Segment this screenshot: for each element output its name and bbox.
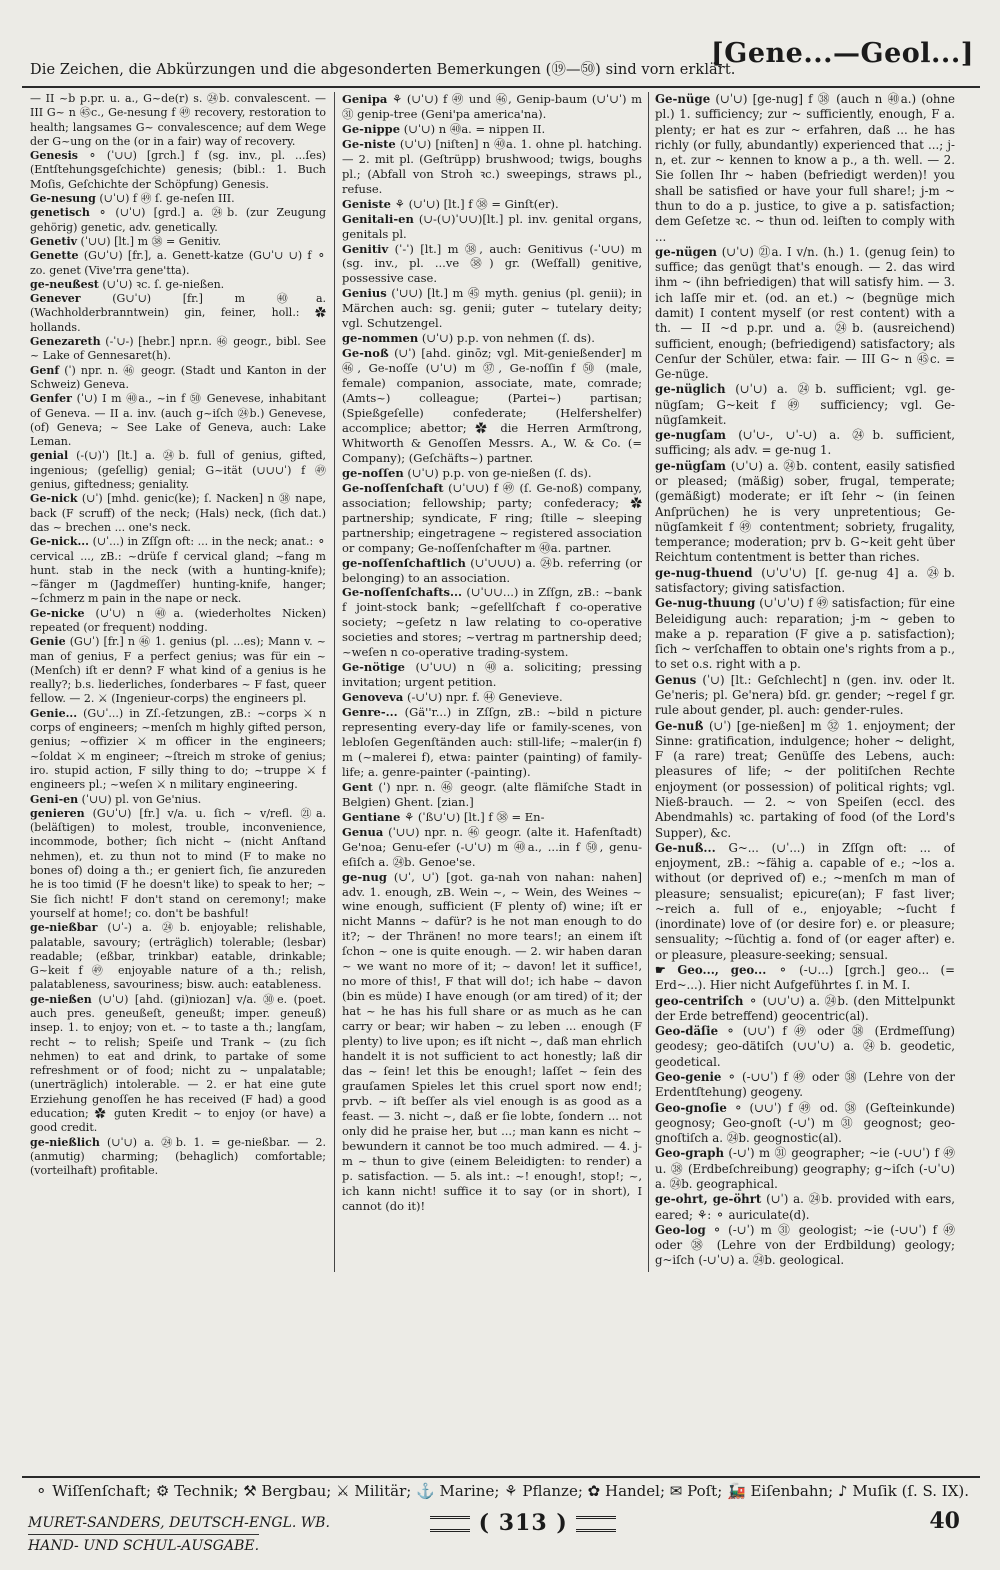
entry-headword: geo-centriſch: [655, 993, 744, 1008]
entry-definition: (ˈ∪∪) [lt.] m ㊳ = Genitiv.: [77, 234, 221, 248]
entry-definition: (G∪ˈ) [fr.] n ㊻ 1. genius (pl. ...es); Mann v. ~ man of genius, F a perfect genius; was für ein ~ (Menſch) iſt er denn? F what kind of a genius is he really?; b.s. liederliches, ſonderbares ~ F fast, queer fellow. — 2. ⚔ (Ingenieur-corps) the engineers pl.: [30, 635, 326, 706]
entry-headword: Genf: [30, 363, 60, 377]
entry-headword: Genoveva: [342, 690, 404, 705]
entry-headword: Genius: [342, 286, 387, 301]
dictionary-entry: [30, 392, 326, 449]
entry-headword: genetisch: [30, 206, 90, 220]
entry-headword: ☛ Geo..., geo...: [655, 963, 767, 978]
entry-headword: ge-nüglich: [655, 382, 726, 397]
entry-definition: ⚬ (∪∪ˈ∪) a. ㉔b. (den Mittelpunkt der Erde betreffend) geocentric(al).: [655, 993, 955, 1023]
symbol-legend: ⚬ Wiſſenſchaft; ⚙ Technik; ⚒ Bergbau; ⚔ Militär; ⚓ Marine; ⚘ Pflanze; ✿ Handel; ✉ Poſt; 🚂 Eiſenbahn; ♪ Muſik (ſ. S. IX).: [34, 1482, 970, 1500]
entry-headword: Geni-en: [30, 792, 79, 806]
entry-definition: (∪ˈ) a. ㉔b. provided with ears, eared; ⚘: ⚬ auriculate(d).: [655, 1192, 955, 1222]
entry-definition: — II ~b p.pr. u. a., G~de(r) s. ㉔b. convalescent. — III G~ n ㊺c., Ge-nesung f ㊾ recovery, restoration to health; langsames G~ convalescence; auf dem Wege der G~ung on the (or in a fair) way of recovery.: [30, 92, 326, 148]
dictionary-entry: [655, 566, 955, 597]
dictionary-entry: [342, 331, 642, 346]
entry-definition: ⚬ (-∪ˈ) m ㉛ geologist; ~ie (-∪∪ˈ) f ㊾ oder ㊳ (Lehre von der Erdbildung) geology; g~iſch (-∪ˈ∪) a. ㉔b. geological.: [655, 1222, 955, 1268]
entry-headword: ge-nug-thuend: [655, 565, 753, 580]
entry-definition: (∪ˈ) [mhd. genic(ke); ſ. Nacken] n ㊳ nape, back (F scruff) of the neck; (Hals) neck, (ſich dat.) das ~ brechen ... one's neck.: [30, 492, 326, 534]
dictionary-entry: [30, 1136, 326, 1179]
entry-headword: ge-nießbar: [30, 921, 98, 935]
dictionary-entry: [30, 235, 326, 249]
entry-definition: (G∪ˈ∪) [fr.], a. Genett-katze (G∪ˈ∪ ∪) f ⚬ zo. genet (Vive'rra gene'tta).: [30, 249, 326, 277]
column-divider: [334, 92, 335, 1272]
page-number-block: [430, 1510, 616, 1536]
entry-headword: Genipa: [342, 92, 388, 106]
dictionary-entry: [342, 585, 642, 660]
entry-definition: (∪ˈ∪) p.p. von nehmen (ſ. ds).: [418, 331, 595, 346]
entry-definition: (ˈ∪∪) [lt.] m ㊺ myth. genius (pl. genii); in Märchen auch: sg. genii; guter ~ tutelary deity; vgl. Schutzengel.: [342, 286, 642, 331]
dictionary-entry: [30, 364, 326, 393]
entry-definition: (-(∪)ˈ) [lt.] a. ㉔b. full of genius, gifted, ingenious; (geſellig) genial; G~ität (∪∪∪ˈ) f ㊾ genius, giftedness; geniality.: [30, 449, 326, 492]
entry-definition: (∪ˈ∪ˈ∪) f ㊾ satisfaction; für eine Beleidigung auch: reparation; j-m ~ geben to make a p. reparation (F give a p. satisfaction); ſich ~ verſchaffen to obtain one's rights from a p., to set o.s. right with a p.: [655, 596, 955, 672]
entry-headword: ge-nugſam: [655, 428, 726, 443]
entry-definition: (∪ˈ∪) ㉑a. I v/n. (h.) 1. (genug ſein) to suffice; das genügt that's enough. — 2. das wird ihm ~ (ihn befriedigen) that will satisfy him. — 3. ich laſſe mir et. (od. an et.) ~ (begnüge mich damit) I content myself (or rest content) with a th. — II ~d p.pr. und a. ㉔b. (ausreichend) sufficient, enough; (befriedigend) satisfactory; als Cenſur der Schüler, etwa: fair. — III G~ n ㊺c. = Ge-nüge.: [655, 244, 955, 382]
entry-headword: Ge-nötige: [342, 660, 405, 675]
entry-headword: Ge-niste: [342, 136, 396, 151]
entry-headword: genieren: [30, 806, 85, 820]
dictionary-entry: [342, 825, 642, 870]
dictionary-entry: [30, 92, 326, 149]
dictionary-entry: [342, 242, 642, 287]
dictionary-entry: [30, 607, 326, 636]
entry-headword: Genetiv: [30, 234, 78, 248]
column-divider: [648, 92, 649, 1272]
entry-headword: Genus: [655, 672, 697, 687]
entry-definition: (ˈ-ˈ) [lt.] m ㊳, auch: Genitivus (-ˈ∪∪) m (sg. inv., pl. ...ve ㊳) gr. (Weſfall) genitive, possessive case.: [342, 241, 642, 286]
entry-definition: (-∪ˈ) m ㉛ geographer; ~ie (-∪∪ˈ) f ㊾ u. ㊳ (Erdbeſchreibung) geography; g~iſch (-∪ˈ∪) a. ㉔b. geographical.: [655, 1146, 955, 1191]
dictionary-entry: [30, 793, 326, 807]
entry-headword: Genezareth: [30, 335, 101, 349]
entry-definition: (∪ˈ∪∪) n ㊵a. soliciting; pressing invitation; urgent petition.: [342, 660, 642, 690]
entry-definition: (∪ˈ∪ˈ∪) [ſ. ge-nug 4] a. ㉔b. satisfactory; giving satisfaction.: [655, 565, 955, 595]
entry-definition: (-ˈ∪-) [hebr.] npr.n. ㊻ geogr., bibl. See ~ Lake of Gennesaret(h).: [30, 335, 326, 363]
entry-definition: (∪ˈ∪) [ahd. (gi)niozan] v/a. ㉚e. (poet. auch pres. geneußeſt, geneußt; imper. geneuß) insep. 1. to enjoy; von et. ~ to taste a th.; langſam, recht ~ to relish; Speiſe und Trank ~ (zu ſich nehmen) to eat and drink, to partake of some refreshment or of food; nicht zu ~ unpalatable; (unerträglich) intolerable. — 2. er hat eine gute Erziehung genoſſen he has received (F had) a good education; ✿ guten Kredit ~ to enjoy (or have) a good credit.: [30, 992, 326, 1135]
page-header: [22, 30, 980, 88]
entry-definition: ⚬ (-∪∪ˈ) f ㊾ oder ㊳ (Lehre von der Erdentſtehung) geogeny.: [655, 1070, 955, 1100]
dictionary-entry: [342, 810, 642, 825]
dictionary-entry: [655, 719, 955, 841]
sheet-number: 40: [929, 1508, 960, 1534]
dictionary-entry: [655, 1146, 955, 1192]
guide-words: [Gene...—Geol...]: [711, 38, 974, 69]
dictionary-entry: [30, 278, 326, 292]
dictionary-entry: [342, 346, 642, 466]
entry-headword: Genie: [30, 635, 66, 649]
dictionary-entry: [342, 481, 642, 556]
imprint-title: MURET-SANDERS, DEUTSCH-ENGL. WB.: [28, 1515, 330, 1531]
dictionary-entry: [655, 963, 955, 994]
entry-headword: Geo-däſie: [655, 1024, 719, 1039]
entry-definition: ⚬ (ˈ∪∪) [grch.] f (sg. inv., pl. ...ſes) (Entſtehungsgeſchichte) genesis; (bibl.: 1. Buch Moſis, Geſchichte der Schöpfung) Genesis.: [30, 149, 326, 191]
dictionary-entry: [655, 92, 955, 245]
entry-headword: ge-nügſam: [655, 458, 726, 473]
column-3: [655, 92, 955, 1274]
dictionary-entry: [342, 705, 642, 780]
entry-headword: Ge-noſſenſchafts...: [342, 585, 463, 600]
column-2: [342, 92, 642, 1274]
entry-headword: Ge-noſſenſchaft: [342, 480, 444, 495]
dictionary-entry: [655, 459, 955, 566]
entry-headword: Genesis: [30, 149, 78, 163]
dictionary-entry: [655, 382, 955, 428]
dictionary-entry: [655, 994, 955, 1025]
entry-definition: (∪ˈ, ∪ˈ) [got. ga-nah von nahan: nahen] adv. 1. enough, zB. Wein ~, ~ Wein, des Weines ~ wine enough, sufficient (F plenty of) wine; iſt er nicht Manns ~ dafür? is he not man enough to do it?; ~ der Thränen! no more tears!; an einem iſt ſchon ~ one is quite enough. — 2. wir haben daran ~ we want no more of it; ~ davon! let it suffice!, no more of this!, F that will do!; ich habe ~ davon (bin es müde) I have enough (or am tired) of it; der hat ~ he has his full share or as much as he can carry or bear; wir haben ~ zu leben ... enough (F plenty) to live upon; es iſt nicht ~, daß man ehrlich handelt it is not sufficient to act honestly; laß dir das ~ ſein! let this be enough!; laſſet ~ ſein des grauſamen Spieles let this cruel sport now end!; prvb. ~ iſt beſſer als viel enough is as good as a feast. — 3. nicht ~, daß er ſie lobte, ſondern ... not only did he praise her, but ...; man kann es nicht ~ bewundern it cannot be too much admired. — 4. j-m ~ thun to give (einem Beleidigten: to render) a p. satisfaction. — 5. als int.: ~! enough!, stop!; ~, ich kann nicht! suffice it to say (or in short), I cannot (do it)!: [342, 869, 642, 1213]
entry-definition: ⚬ (∪∪ˈ) f ㊾ od. ㊳ (Geſteinkunde) geognosy; Geo-gnoſt (-∪ˈ) m ㉛ geognost; geo-gnoſtiſch a. ㉔b. geognostic(al).: [655, 1100, 955, 1146]
entry-definition: (Gä''r...) in Zſſgn, zB.: ~bild n picture representing every-day life or family-scenes, von lebloſen Gegenſtänden auch: still-life; ~maler(in f) m (~malerei f), etwa: painter (painting) of family-life; a. genre-painter (-painting).: [342, 705, 642, 779]
entry-headword: Ge-nuß...: [655, 840, 716, 855]
entry-definition: (ˈ∪∪) pl. von Ge'nius.: [78, 792, 202, 806]
entry-headword: Genre-...: [342, 705, 398, 720]
entry-definition: (∪ˈ∪) a. ㉔b. sufficient; vgl. ge-nügſam; G~keit f ㊾ sufficiency; vgl. Ge-nügſamkeit.: [655, 382, 955, 427]
entry-headword: Ge-nick: [30, 492, 78, 506]
dictionary-entry: [655, 1024, 955, 1070]
entry-headword: Genitiv: [342, 241, 389, 256]
entry-definition: ⚘ (ˈß∪ˈ∪) [lt.] f ㊳ = En-: [400, 809, 545, 824]
entry-definition: (∪ˈ∪) f ㊾ ſ. ge-neſen III.: [95, 192, 235, 206]
entry-definition: (∪ˈ∪) [ge-nug] f ㊳ (auch n ㊵a.) (ohne pl.) 1. sufficiency; zur ~ sufficiently, enough, F a. plenty; er hat es zur ~ erfahren, daß ... he has richly (or fully, abundantly) experienced that ...; j-n, et. zur ~ kennen to know a p., a th. well. — 2. Sie ſollen Ihr ~ haben (befriedigt werden)! you shall be satisfied or have your full share!; j-m ~ thun to do a p. justice, to give a p. satisfaction; dem Geſetze ꝛc. ~ thun od. leiſten to comply with ...: [655, 92, 955, 244]
dictionary-entry: [30, 635, 326, 706]
entry-headword: Geo-graph: [655, 1146, 725, 1161]
entry-headword: ge-ohrt, ge-öhrt: [655, 1192, 762, 1207]
imprint: [28, 1512, 330, 1557]
entry-definition: (∪ˈ∪-, ∪ˈ-∪) a. ㉔b. sufficient, sufficing; als adv. = ge-nug 1.: [655, 428, 955, 458]
entry-definition: (ˈ∪∪) npr. n. ㊻ geogr. (alte it. Hafenſtadt) Ge'noa; Genu-eſer (-∪ˈ∪) m ㊵a., ...in f ㊿, genu-eſiſch a. ㉔b. Genoe'se.: [342, 824, 642, 869]
entry-definition: ⚘ (∪ˈ∪) [lt.] f ㊳ = Ginſt(er).: [390, 196, 559, 211]
dictionary-entry: [655, 1223, 955, 1269]
dictionary-entry: [30, 335, 326, 364]
entry-definition: (∪ˈ-) a. ㉔b. enjoyable; relishable, palatable, savoury; (erträglich) tolerable; (lesbar) readable; (eßbar, trinkbar) eatable, drinkable; G~keit f ㊾ enjoyable nature of a th.; relish, palatableness, savouriness; bisw. auch: eatableness.: [30, 921, 326, 992]
entry-headword: genial: [30, 449, 69, 463]
dictionary-entry: [655, 1192, 955, 1223]
entry-headword: ge-noſſenſchaftlich: [342, 555, 466, 570]
column-1: [30, 92, 326, 1274]
entry-definition: ⚬ (-∪...) [grch.] geo... (= Erd~...). Hier nicht Aufgeführtes ſ. in M. I.: [655, 963, 955, 993]
entry-definition: (G∪ˈ∪) [fr.] m ㊵a. (Wachholderbranntwein) gin, feiner, holl.: ✿ hollands.: [30, 292, 326, 334]
entry-headword: ge-nießen: [30, 992, 92, 1006]
dictionary-entry: [655, 673, 955, 719]
entry-definition: ⚘ (∪ˈ∪) f ㊾ und ㊻, Genip-baum (∪ˈ∪ˈ) m ㉛ genip-tree (Geni'pa america'na).: [342, 92, 642, 121]
entry-headword: Ge-nuß: [655, 718, 704, 733]
entry-headword: Genette: [30, 249, 79, 263]
dictionary-entry: [342, 197, 642, 212]
entry-definition: ⚬ (∪∪ˈ) f ㊾ oder ㊳ (Erdmeſſung) geodesy; geo-dätiſch (∪∪ˈ∪) a. ㉔b. geodetic, geodetical.: [655, 1024, 955, 1069]
entry-definition: (ˈ∪) I m ㊵a., ~in f ㊿ Genevese, inhabitant of Geneva. — II a. inv. (auch g~iſch ㉔b.) Genevese, (of) Geneva; ~ See Lake of Geneva, auch: Lake Leman.: [30, 392, 326, 449]
entry-headword: Genitali-en: [342, 211, 414, 226]
entry-definition: (ˈ) npr. n. ㊻ geogr. (Stadt und Kanton in der Schweiz) Geneva.: [30, 363, 326, 391]
entry-definition: (∪ˈ∪) n ㊵a. (wiederholtes Nicken) repeated (or frequent) nodding.: [30, 606, 326, 634]
dictionary-entry: [342, 92, 642, 122]
dictionary-entry: [655, 1101, 955, 1147]
dictionary-entry: [342, 137, 642, 197]
entry-definition: (∪ˈ∪∪∪) a. ㉔b. referring (or belonging) to an association.: [342, 555, 642, 585]
entry-headword: Geo-genie: [655, 1070, 722, 1084]
dictionary-entry: [342, 690, 642, 705]
abbreviation-note: Die Zeichen, die Abkürzungen und die abgesonderten Bemerkungen (⑲—㊿) sind vorn erklärt.: [30, 62, 736, 78]
entry-definition: (∪ˈ...) in Zſſgn oft: ... in the neck; anat.: ⚬ cervical ..., zB.: ~drüſe f cervical gland; ~fang m hunt. stab in the neck (with a hunting-knife); ~fänger m (Jagdmeſſer) hunting-knife, hanger; ~ſchmerz m pain in the nape or neck.: [30, 535, 326, 606]
entry-headword: Genua: [342, 824, 384, 839]
dictionary-entry: [342, 122, 642, 137]
dictionary-entry: [655, 245, 955, 383]
entry-headword: Genfer: [30, 392, 72, 406]
dictionary-entry: [655, 596, 955, 672]
dictionary-entry: [342, 780, 642, 810]
dictionary-entry: [342, 212, 642, 242]
entry-definition: (∪ˈ∪∪) f ㊾ (ſ. Ge-noß) company, association; fellowship; party; confederacy; ✿ partnership; syndicate, F ring; ſtille ~ sleeping partnership; eingetragene ~ registered association or company; Ge-noſſenſchafter m ㊵a. partner.: [342, 480, 642, 555]
dictionary-entry: [342, 660, 642, 690]
entry-headword: Genie...: [30, 706, 78, 720]
dictionary-entry: [30, 535, 326, 606]
entry-headword: ge-nug: [342, 869, 387, 884]
dictionary-entry: [655, 1070, 955, 1101]
dictionary-entry: [30, 492, 326, 535]
entry-headword: ge-nommen: [342, 331, 419, 346]
entry-headword: Geo-gnoſie: [655, 1100, 727, 1115]
entry-headword: Ge-nippe: [342, 121, 401, 136]
dictionary-entry: [30, 807, 326, 921]
dictionary-entry: [30, 993, 326, 1136]
entry-definition: (G∪ˈ...) in Zſ.-ſetzungen, zB.: ~corps ⚔ n corps of engineers; ~menſch m highly gifted person, genius; ~offizier ⚔ m officer in the engineers; ~ſoldat ⚔ m engineer; ~ſtreich m stroke of genius; iro. stupid action, F silly thing to do; ~truppe ⚔ f engineers pl.; ~weſen ⚔ n military engineering.: [30, 706, 326, 792]
entry-definition: (∪ˈ∪) a. ㉔b. 1. = ge-nießbar. — 2. (anmutig) charming; (behaglich) comfortable; (vorteilhaft) profitable.: [30, 1135, 326, 1178]
dictionary-entry: [655, 841, 955, 963]
entry-definition: (G∪ˈ∪) [fr.] v/a. u. ſich ~ v/refl. ㉑a. (beläſtigen) to molest, trouble, inconvenience, incommode, bother; ſich nicht ~ (nicht Anſtand nehmen), et. zu thun not to mind (F to make no bones of) doing a th.; er geniert ſich, ſie anzureden he is too timid (F he doesn't like) to speak to her; ~ Sie ſich nicht! F don't stand on ceremony!; make yourself at home!; co. don't be bashful!: [30, 806, 326, 920]
entry-headword: ge-neußest: [30, 277, 99, 291]
dictionary-entry: [342, 286, 642, 331]
entry-definition: (-∪ˈ∪) npr. f. ㊹ Genevieve.: [403, 690, 563, 705]
dictionary-entry: [30, 192, 326, 206]
entry-definition: (∪ˈ∪) a. ㉔b. content, easily satisfied or pleased; (mäßig) sober, frugal, temperate; (gemäßigt) moderate; er iſt ſehr ~ (in ſeinen Anſprüchen) he is very unpretentious; Ge-nügſamkeit f ㊾ contentment; sobriety, frugality, temperance; moderation; prv b. G~keit geht über Reichtum contentment is better than riches.: [655, 458, 955, 565]
ornament-bars: [576, 1516, 616, 1532]
entry-headword: Genever: [30, 292, 81, 306]
entry-headword: Gent: [342, 779, 373, 794]
entry-definition: (ˈ∪) [lt.: Geſchlecht] n (gen. inv. oder lt. Ge'neris; pl. Ge'nera) bſd. gr. gender; ~regel f gr. rule about gender, pl. auch: gender-rules.: [655, 672, 955, 718]
entry-headword: Ge-nesung: [30, 192, 96, 206]
dictionary-entry: [30, 149, 326, 192]
dictionary-entry: [30, 206, 326, 235]
dictionary-entry: [30, 449, 326, 492]
entry-definition: (∪ˈ∪∪...) in Zſſgn, zB.: ~bank f joint-stock bank; ~geſellſchaft f co-operative society; ~geſetz n law relating to co-operative societies and stores; ~vertrag m partnership deed; ~weſen n co-operative trading-system.: [342, 585, 642, 660]
entry-definition: (∪ˈ∪) ꝛc. ſ. ge-nießen.: [98, 277, 225, 291]
entry-headword: Geniste: [342, 196, 391, 211]
dictionary-entry: [30, 707, 326, 793]
entry-headword: Ge-nicke: [30, 606, 85, 620]
entry-definition: G~... (∪ˈ...) in Zſſgn oft: ... of enjoyment, zB.: ~fähig a. capable of e.; ~los a. without (or deprived of) e.; ~menſch m man of pleasure; sensualist; epicure(an); F fast liver; ~reich a. full of e., enjoyable; ~ſucht f (inordinate) love of (or desire for) e. or pleasure; sensuality; ~ſüchtig a. fond of (or eager after) e. or pleasure, pleasure-seeking; sensual.: [655, 840, 955, 962]
entry-definition: (∪ˈ) [ge-nießen] m ㉜ 1. enjoyment; der Sinne: gratification, indulgence; hoher ~ delight, F (a rare) treat; Genüſſe des Lebens, auch: pleasures of life; ~ der politiſchen Rechte enjoyment (or possession) of political rights; vgl. Nieß-brauch. — 2. ~ von Speiſen (eccl. des Abendmahls) ꝛc. partaking of food (of the Lord's Supper), &c.: [655, 718, 955, 840]
entry-headword: Gentiane: [342, 809, 401, 824]
entry-definition: (∪ˈ∪) [niſten] n ㊵a. 1. ohne pl. hatching. — 2. mit pl. (Geſtrüpp) brushwood; twigs, boughs pl.; (Abfall von Stroh ꝛc.) sweepings, straws pl., refuse.: [342, 136, 642, 196]
entry-headword: ge-nügen: [655, 244, 717, 259]
entry-definition: (∪ˈ∪) p.p. von ge-nießen (ſ. ds).: [403, 465, 592, 480]
entry-headword: ge-noſſen: [342, 465, 404, 480]
entry-headword: Ge-nug-thuung: [655, 596, 756, 611]
imprint-edition: HAND- UND SCHUL-AUSGABE.: [28, 1534, 259, 1557]
dictionary-entry: [30, 249, 326, 278]
dictionary-entry: [30, 921, 326, 992]
entry-headword: Geo-log: [655, 1222, 706, 1237]
page-number: ( 313 ): [478, 1510, 568, 1536]
entry-headword: Ge-noß: [342, 346, 389, 361]
entry-headword: Ge-nick...: [30, 535, 89, 549]
entry-headword: Ge-nüge: [655, 92, 711, 106]
entry-definition: (∪ˈ∪) n ㊵a. = nippen II.: [400, 121, 546, 136]
entry-headword: ge-nießlich: [30, 1135, 100, 1149]
footer-rule: [22, 1476, 980, 1478]
entry-definition: (∪-(∪)ˈ∪∪)[lt.] pl. inv. genital organs, genitals pl.: [342, 211, 642, 241]
ornament-bars: [430, 1516, 470, 1532]
dictionary-entry: [342, 870, 642, 1214]
dictionary-entry: [342, 466, 642, 481]
entry-definition: ⚬ (∪ˈ∪) [grd.] a. ㉔b. (zur Zeugung gehörig) genetic, adv. genetically.: [30, 206, 326, 234]
dictionary-entry: [30, 292, 326, 335]
dictionary-entry: [342, 556, 642, 586]
dictionary-entry: [655, 428, 955, 459]
entry-definition: (ˈ) npr. n. ㊻ geogr. (alte flämiſche Stadt in Belgien) Ghent. [zian.]: [342, 779, 642, 809]
entry-definition: (∪ˈ) [ahd. ginōz; vgl. Mit-genießender] m ㊻, Ge-noſſe (∪ˈ∪) m ㊲, Ge-noſſin f ㊿ (male, female) companion, associate, mate, comrade; (Amts~) colleague; (Partei~) partisan; (Spießgeſelle) confederate; (Helfershelfer) accomplice; abettor; ✿ die Herren Armſtrong, Whitworth & Genoſſen Messrs. A., W. & Co. (= Company); (Geſchäfts~) partner.: [342, 346, 642, 465]
